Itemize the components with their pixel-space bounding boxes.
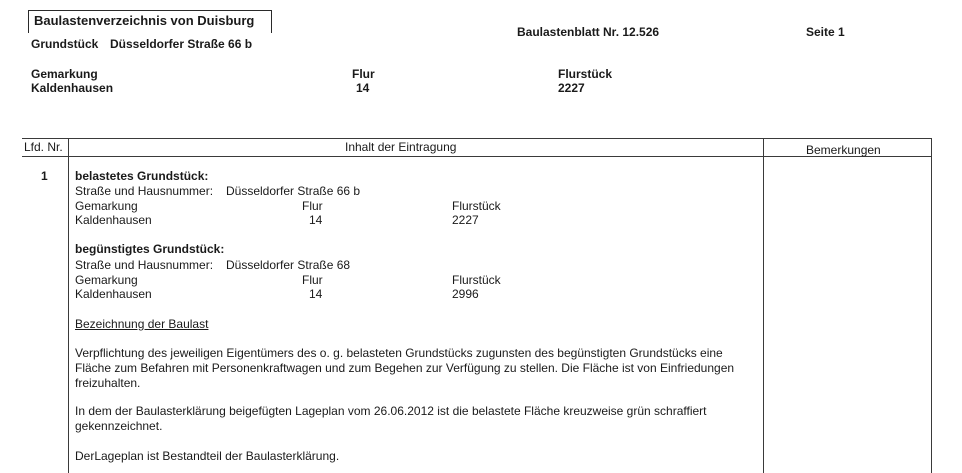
belastet-strasse-value: Düsseldorfer Straße 66 b (226, 184, 361, 198)
belastet-heading: belastetes Grundstück: (75, 169, 209, 183)
column-header-bemerkungen: Bemerkungen (806, 143, 881, 157)
paragraph-lageplan (75, 404, 707, 434)
beguenstigt-flurstueck-value: 2996 (452, 287, 479, 301)
column-divider-right (763, 138, 764, 473)
paragraph-verpflichtung (75, 346, 734, 391)
belastet-flurstueck-value: 2227 (452, 213, 479, 227)
grundstueck-value: Düsseldorfer Straße 66 b (110, 37, 253, 51)
flurstueck-label: Flurstück (558, 67, 613, 81)
table-top-rule (22, 138, 932, 139)
beguenstigt-gemarkung-value: Kaldenhausen (75, 287, 152, 301)
paragraph-line: freizuhalten. (75, 376, 141, 390)
flur-label: Flur (352, 67, 375, 81)
belastet-gemarkung-value: Kaldenhausen (75, 213, 152, 227)
gemarkung-value: Kaldenhausen (31, 81, 114, 95)
beguenstigt-strasse-label: Straße und Hausnummer: (75, 258, 214, 272)
paragraph-line: Verpflichtung des jeweiligen Eigentümers des o. g. belasteten Grundstücks zugunsten des begünstigten Grundstücks eine (75, 346, 723, 360)
paragraph-bestandteil: DerLageplan ist Bestandteil der Baulasterklärung. (75, 449, 340, 463)
column-header-inhalt: Inhalt der Eintragung (345, 140, 457, 154)
entry-number: 1 (41, 169, 48, 183)
beguenstigt-gemarkung-label: Gemarkung (75, 273, 138, 287)
paragraph-line: gekennzeichnet. (75, 419, 163, 433)
column-divider-left (68, 138, 69, 473)
beguenstigt-flurstueck-label: Flurstück (452, 273, 501, 287)
table-right-border (931, 138, 932, 473)
bezeichnung-heading: Bezeichnung der Baulast (75, 317, 209, 331)
column-header-lfd-nr: Lfd. Nr. (24, 140, 63, 154)
belastet-gemarkung-label: Gemarkung (75, 199, 138, 213)
belastet-strasse-label: Straße und Hausnummer: (75, 184, 214, 198)
grundstueck-label: Grundstück (31, 37, 99, 51)
document-title: Baulastenverzeichnis von Duisburg (34, 13, 255, 28)
beguenstigt-heading: begünstigtes Grundstück: (75, 242, 225, 256)
table-header-rule (22, 156, 932, 157)
paragraph-line: In dem der Baulasterklärung beigefügten Lageplan vom 26.06.2012 ist die belastete Fläche kreuzweise grün schraffiert (75, 404, 707, 418)
flurstueck-value: 2227 (558, 81, 585, 95)
paragraph-line: Fläche zum Befahren mit Personenkraftwagen und zum Begehen zur Verfügung zu stellen. Die Fläche ist von Einfriedungen (75, 361, 735, 375)
flur-value: 14 (356, 81, 370, 95)
baulastenblatt-number: Baulastenblatt Nr. 12.526 (517, 25, 660, 39)
beguenstigt-strasse-value: Düsseldorfer Straße 68 (226, 258, 351, 272)
belastet-flurstueck-label: Flurstück (452, 199, 501, 213)
beguenstigt-flur-value: 14 (309, 287, 323, 301)
beguenstigt-flur-label: Flur (302, 273, 323, 287)
page-number: Seite 1 (806, 25, 845, 39)
belastet-flur-value: 14 (309, 213, 323, 227)
gemarkung-label: Gemarkung (31, 67, 98, 81)
belastet-flur-label: Flur (302, 199, 323, 213)
